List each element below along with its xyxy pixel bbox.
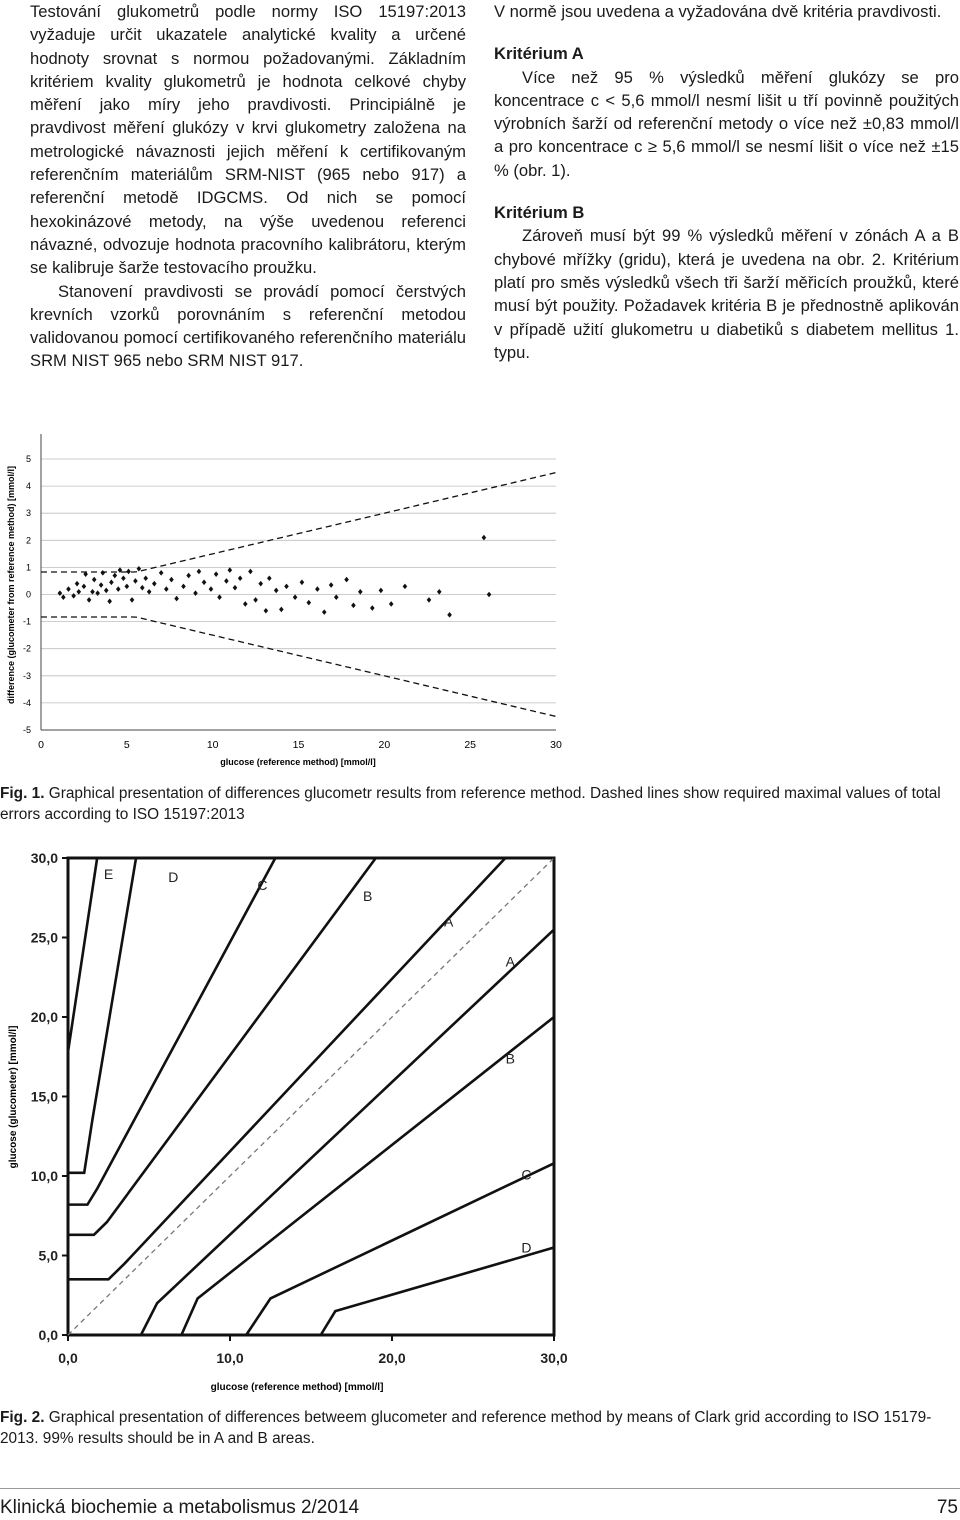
fig1-data-point xyxy=(101,570,106,576)
fig1-lower-limit-line xyxy=(41,617,556,716)
fig1-data-point xyxy=(315,586,320,592)
fig1-data-point xyxy=(427,597,432,603)
fig2-zone-label: D xyxy=(168,869,179,886)
fig1-data-point xyxy=(76,589,81,595)
fig1-data-point xyxy=(482,535,487,541)
fig1-data-point xyxy=(202,580,207,586)
fig1-data-point xyxy=(174,596,179,602)
fig1-points xyxy=(58,535,492,618)
fig1-data-point xyxy=(248,569,253,575)
fig1-data-point xyxy=(61,594,66,600)
criterion-b-text: Zároveň musí být 99 % výsledků měření v zónách A a B chybové mřížky (gridu), která je uvedena na obr. 2. Kritérium platí pro směs výsledků všech tři šarží měřicích proužků, které musí být použity. Požadavek kritéria B je přednostně aplikován v případě užití glukometru u diabetiků s diabetem mellitus 1. typu. xyxy=(494,226,959,362)
fig1-y-axis-label: difference (glucometer from reference method) [mmol/l] xyxy=(6,465,16,705)
fig1-tick-labels xyxy=(23,454,562,751)
fig1-data-point xyxy=(293,594,298,600)
fig2-y-tick-label: 30,0 xyxy=(30,850,58,866)
paragraph-1: Testování glukometrů podle normy ISO 15197:2013 vyžaduje určit ukazatele analytické kvality a určené hodnoty srovnat s normou požadovanými. Základním kritériem kvality glukometrů je hodnota celkové chyby měření jako míry jeho pravdivosti. Principiálně je pravdivost měření glukózy v krvi glukometry založena na metrologické návaznosti jejich měření k certifikovaným referenčním materiálům SRM-NIST (965 nebo 917) a referenční metodě IDGCMS. Od nich se pomocí hexokinázové metody, na výše uvedenou referenci návazné, odvozuje hodnota pracovního kalibrátoru, kterým se kalibruje šarže testovacího proužku. xyxy=(30,2,466,278)
fig1-data-point xyxy=(126,569,131,575)
fig1-caption-label: Fig. 1. xyxy=(0,785,45,802)
fig1-data-point xyxy=(370,605,375,611)
fig1-data-point xyxy=(137,566,142,572)
fig1-caption-text: Graphical presentation of differences glucometr results from reference method. Dashed lines show required maximal values of total errors according to ISO 15197:2013 xyxy=(0,785,941,823)
fig2-x-tick-label: 0,0 xyxy=(58,1350,78,1366)
figure-1-difference-plot xyxy=(0,425,580,775)
fig1-axes xyxy=(41,434,556,730)
fig1-data-point xyxy=(116,586,121,592)
left-text-column xyxy=(30,0,466,373)
fig1-y-tick-label: -5 xyxy=(22,725,31,735)
fig1-data-point xyxy=(109,580,114,586)
fig2-zone-label: A xyxy=(444,913,454,930)
fig1-data-point xyxy=(389,601,394,607)
fig2-zone-lines xyxy=(68,858,554,1335)
fig2-caption-label: Fig. 2. xyxy=(0,1409,45,1426)
fig1-data-point xyxy=(403,584,408,590)
fig1-y-tick-label: -3 xyxy=(22,670,31,681)
fig1-x-tick-label: 10 xyxy=(206,739,219,751)
fig2-y-tick-label: 10,0 xyxy=(30,1168,58,1184)
fig1-y-tick-label: -2 xyxy=(22,643,31,654)
fig1-data-point xyxy=(169,577,174,583)
fig1-data-point xyxy=(329,582,334,588)
fig1-data-point xyxy=(243,601,248,607)
fig1-data-point xyxy=(274,588,279,594)
fig1-data-point xyxy=(125,584,130,590)
fig1-data-point xyxy=(181,584,186,590)
fig1-y-tick-label: 3 xyxy=(25,508,31,519)
fig1-data-point xyxy=(87,597,92,603)
fig2-zone-boundary xyxy=(68,858,505,1279)
fig1-data-point xyxy=(279,607,284,613)
fig1-data-point xyxy=(75,581,80,587)
fig2-y-tick-label: 15,0 xyxy=(30,1088,58,1105)
figure-2-clarke-grid xyxy=(0,840,580,1400)
fig1-grid xyxy=(41,459,556,703)
footer-page-number: 75 xyxy=(936,1497,958,1518)
fig1-data-point xyxy=(66,586,71,592)
fig1-data-point xyxy=(300,580,305,586)
fig2-zone-label: B xyxy=(505,1050,515,1067)
fig1-data-point xyxy=(264,608,269,614)
fig1-data-point xyxy=(90,589,95,595)
footer-journal: Klinická biochemie a metabolismus 2/2014 xyxy=(0,1497,360,1518)
fig1-data-point xyxy=(253,597,258,603)
fig1-y-tick-label: 5 xyxy=(25,454,31,464)
fig1-data-point xyxy=(344,577,349,583)
fig2-zone-label: C xyxy=(521,1166,532,1183)
fig1-data-point xyxy=(224,578,229,584)
fig1-data-point xyxy=(143,575,148,581)
fig1-data-point xyxy=(99,582,104,588)
fig2-zone-label: D xyxy=(521,1239,532,1256)
fig1-x-axis-label: glucose (reference method) [mmol/l] xyxy=(220,757,376,767)
fig1-data-point xyxy=(159,570,164,576)
fig1-upper-limit-line xyxy=(41,473,556,572)
fig1-data-point xyxy=(437,589,442,595)
fig2-zone-label: A xyxy=(505,953,515,970)
fig1-data-point xyxy=(358,589,363,595)
fig1-data-point xyxy=(95,590,100,596)
fig2-y-axis-label: glucose (glucometer) [mmol/l] xyxy=(8,1025,19,1169)
fig1-data-point xyxy=(82,584,87,590)
figure-1-caption xyxy=(0,783,960,825)
fig1-x-tick-label: 0 xyxy=(38,739,44,751)
fig1-data-point xyxy=(217,594,222,600)
criterion-a-text: Více než 95 % výsledků měření glukózy se pro koncentrace c < 5,6 mmol/l nesmí lišit u tří povinně použitých výrobních šarží od referenční metody o více než ±0,83 mmol/l a pro koncentrace c ≥ 5,6 mmol/l se nesmí lišit o více než ±15 % (obr. 1). xyxy=(494,67,959,180)
fig2-caption-text: Graphical presentation of differences betweem glucometer and reference method by means of Clark grid according to ISO 15179-2013. 99% results should be in A and B areas. xyxy=(0,1409,932,1447)
fig2-zone-boundary xyxy=(68,858,275,1205)
fig1-y-tick-label: -4 xyxy=(22,697,31,708)
fig1-x-tick-label: 20 xyxy=(378,739,391,751)
fig1-data-point xyxy=(334,594,339,600)
criteria-intro: V normě jsou uvedena a vyžadována dvě kritéria pravdivosti. xyxy=(494,2,942,21)
criterion-b-heading: Kritérium B xyxy=(494,203,585,223)
fig1-data-point xyxy=(238,575,243,581)
fig2-identity-line xyxy=(68,858,554,1335)
fig1-data-point xyxy=(322,609,327,615)
fig1-x-tick-label: 30 xyxy=(550,739,562,751)
paragraph-2: Stanovení pravdivosti se provádí pomocí čerstvých krevních vzorků porovnáním s referenční metodou validovanou pomocí certifikovaného referenčního materiálu SRM NIST 965 nebo SRM NIST 917. xyxy=(30,281,466,371)
fig1-data-point xyxy=(133,578,138,584)
fig1-data-point xyxy=(379,588,384,594)
criterion-a-heading: Kritérium A xyxy=(494,44,584,64)
fig1-data-point xyxy=(209,586,214,592)
right-text-column xyxy=(494,0,959,364)
fig1-y-tick-label: 2 xyxy=(25,535,31,546)
fig2-zone-boundary xyxy=(181,1017,554,1335)
fig1-y-tick-label: -1 xyxy=(22,616,31,627)
fig1-x-tick-label: 5 xyxy=(123,739,130,751)
fig1-data-point xyxy=(267,575,272,581)
fig2-x-tick-label: 20,0 xyxy=(378,1350,406,1366)
fig1-data-point xyxy=(152,581,157,587)
fig1-x-tick-label: 15 xyxy=(292,739,305,751)
fig1-data-point xyxy=(351,603,356,609)
fig1-data-point xyxy=(307,600,312,606)
fig1-data-point xyxy=(164,586,169,592)
fig1-data-point xyxy=(58,590,63,596)
fig2-y-tick-label: 20,0 xyxy=(30,1009,58,1025)
fig1-data-point xyxy=(214,571,219,577)
fig1-y-tick-label: 4 xyxy=(25,481,31,492)
fig1-data-point xyxy=(186,573,191,579)
fig2-zone-boundary xyxy=(68,858,136,1173)
fig2-y-tick-label: 5,0 xyxy=(38,1247,58,1264)
fig2-zone-boundary xyxy=(68,858,97,1052)
fig1-data-point xyxy=(104,588,109,594)
fig1-data-point xyxy=(228,567,233,573)
fig1-data-point xyxy=(130,597,135,603)
fig1-data-point xyxy=(71,593,76,599)
fig2-zone-labels xyxy=(104,866,532,1256)
fig2-x-tick-label: 30,0 xyxy=(540,1350,568,1366)
fig1-y-tick-label: 1 xyxy=(25,562,31,573)
footer-rule xyxy=(0,1488,960,1489)
fig1-data-point xyxy=(147,589,152,595)
fig2-x-tick-label: 10,0 xyxy=(216,1350,244,1366)
fig1-data-point xyxy=(140,585,145,591)
fig2-zone-label: E xyxy=(103,865,114,882)
fig1-y-tick-label: 0 xyxy=(25,589,31,600)
fig1-data-point xyxy=(121,575,126,581)
fig1-data-point xyxy=(258,581,263,587)
fig1-data-point xyxy=(447,612,452,618)
fig2-zone-label: C xyxy=(257,877,268,894)
fig1-data-point xyxy=(487,592,492,598)
fig2-y-tick-label: 0,0 xyxy=(38,1327,58,1343)
fig1-x-tick-label: 25 xyxy=(464,739,477,751)
fig1-data-point xyxy=(107,598,112,604)
fig1-data-point xyxy=(92,577,97,583)
fig1-data-point xyxy=(193,590,198,596)
fig2-zone-boundary xyxy=(321,1248,554,1335)
fig1-data-point xyxy=(197,569,202,575)
fig1-data-point xyxy=(113,573,118,579)
fig2-x-axis-label: glucose (reference method) [mmol/l] xyxy=(210,1382,384,1393)
fig2-y-tick-label: 25,0 xyxy=(30,929,58,946)
fig2-zone-boundary xyxy=(246,1163,554,1335)
figure-2-caption xyxy=(0,1407,960,1449)
fig2-zone-label: B xyxy=(363,888,373,905)
fig1-data-point xyxy=(284,584,289,590)
fig1-data-point xyxy=(233,585,238,591)
